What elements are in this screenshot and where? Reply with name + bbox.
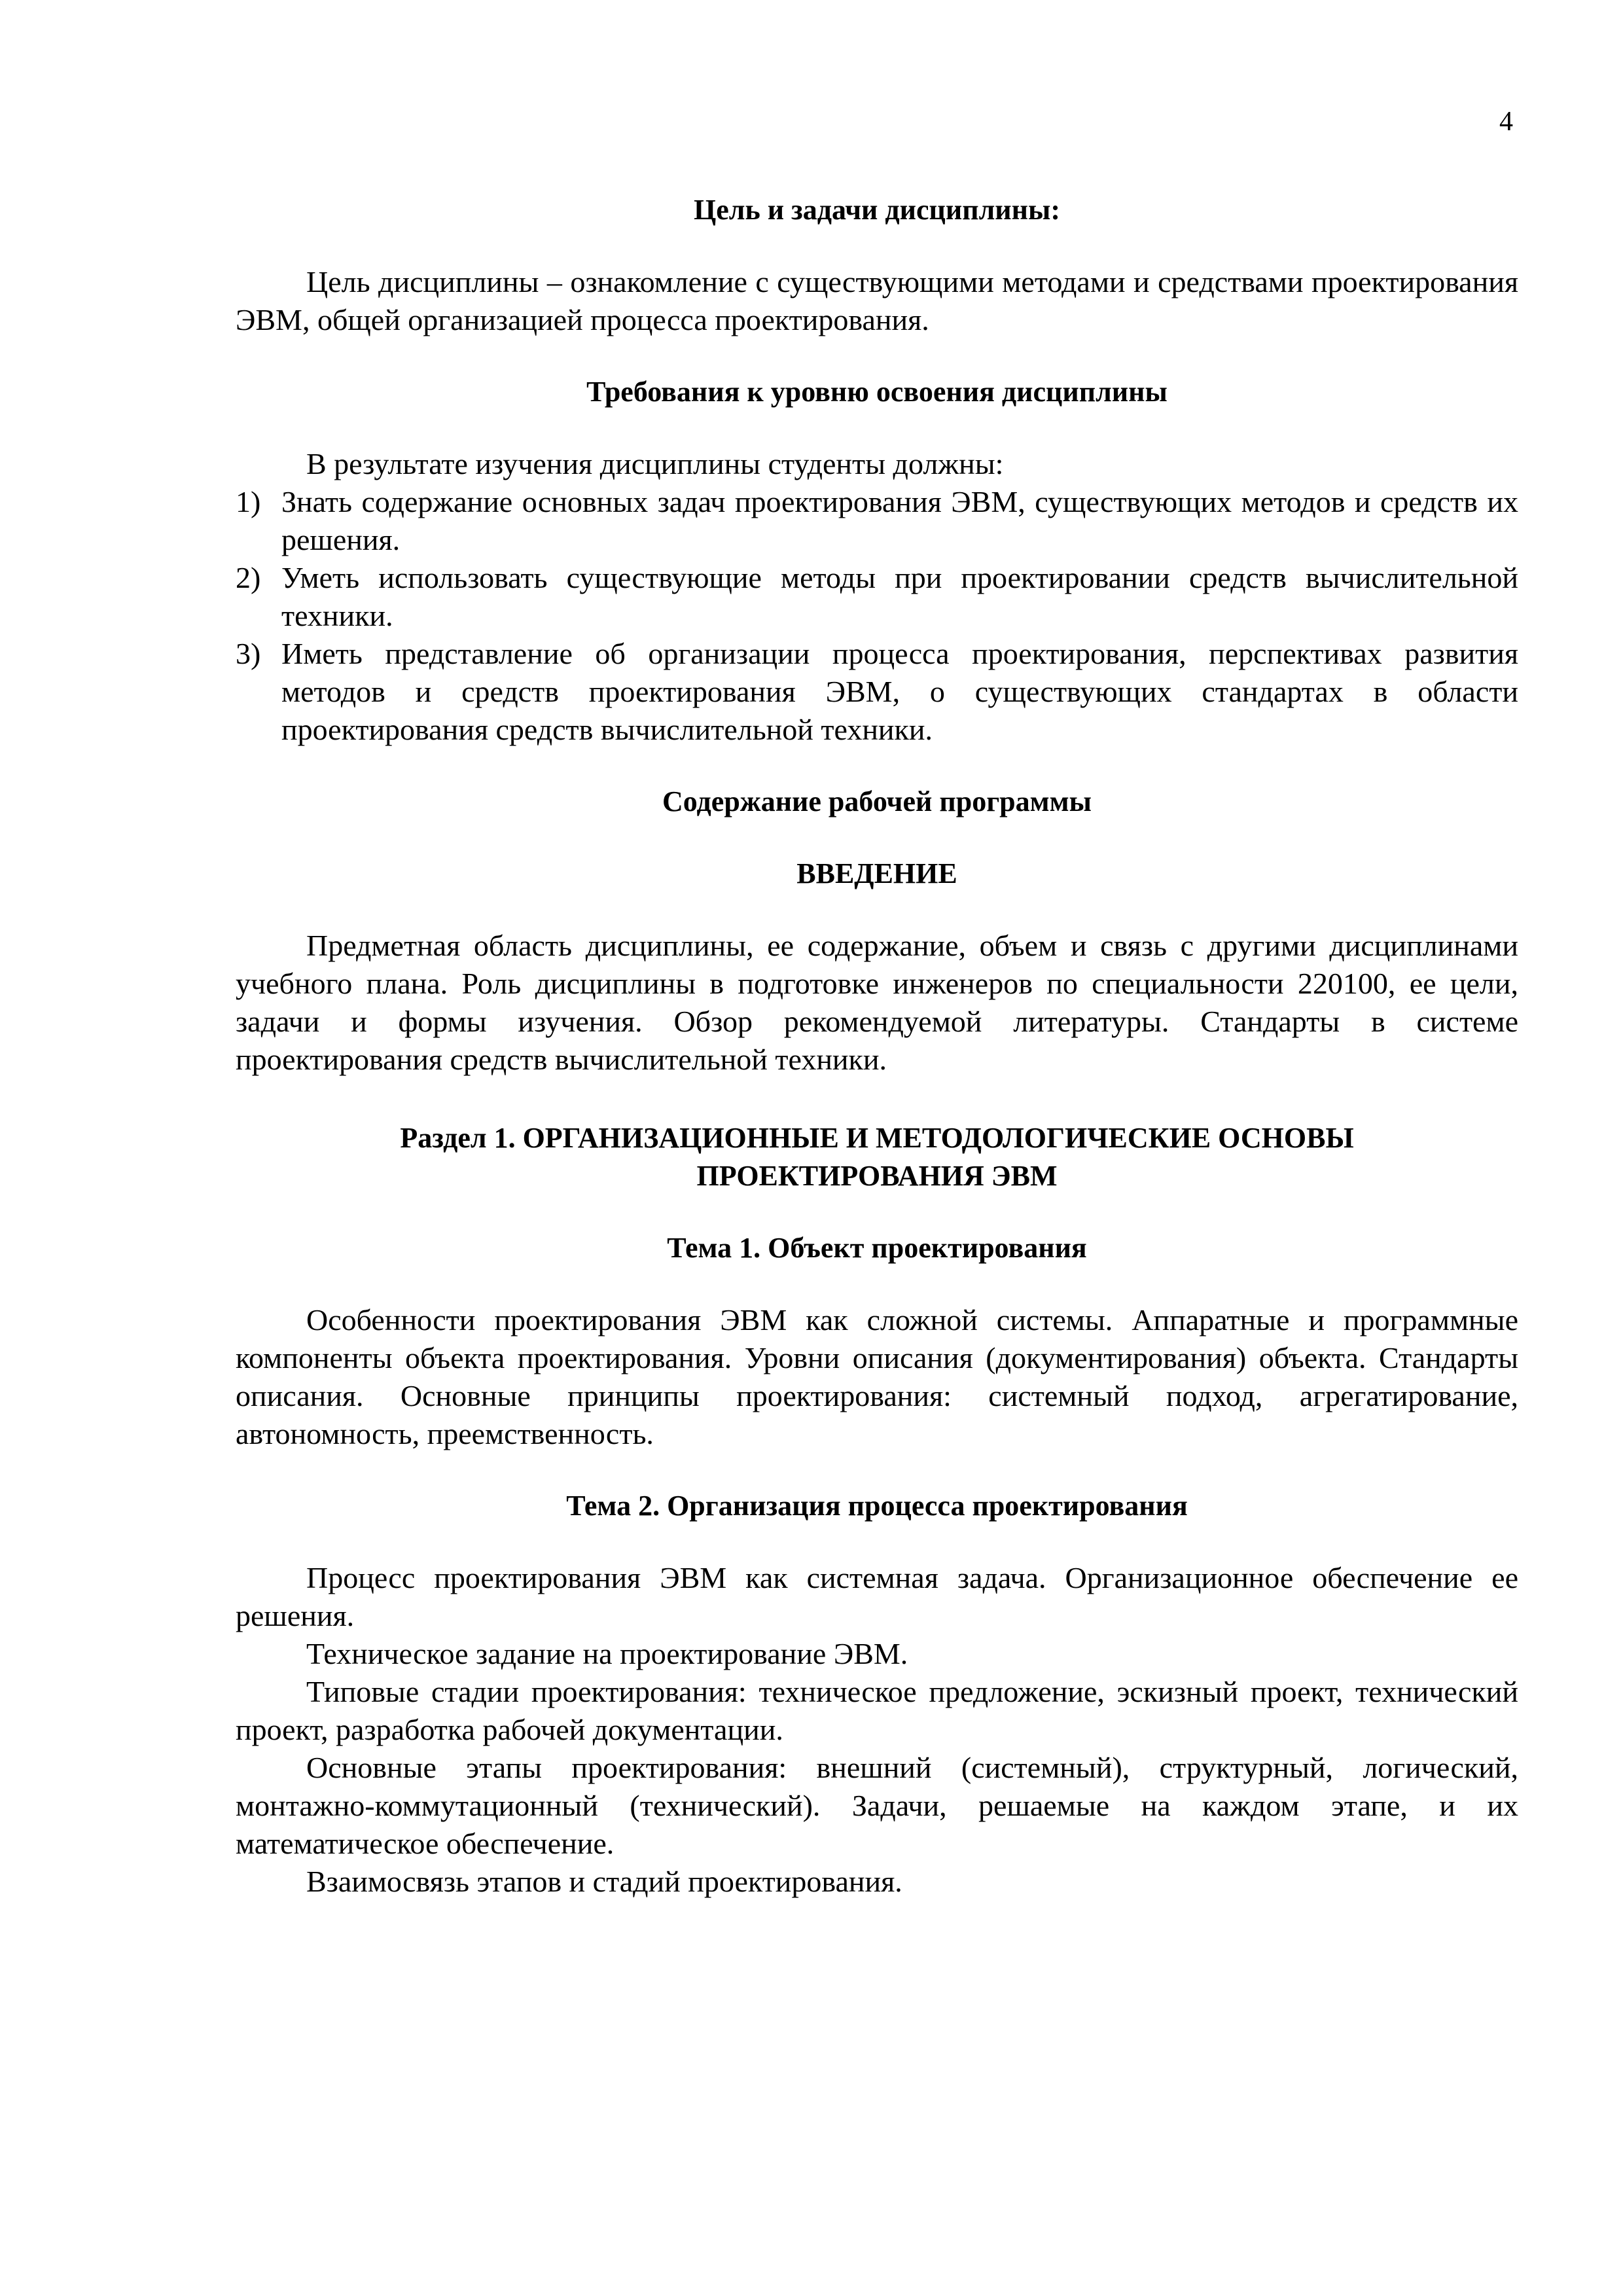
- list-item-number: 2): [236, 561, 261, 594]
- intro-heading: ВВЕДЕНИЕ: [796, 857, 957, 889]
- goals-heading: Цель и задачи дисциплины:: [694, 194, 1060, 226]
- requirements-intro: В результате изучения дисциплины студенты должны:: [306, 447, 1004, 480]
- topic1-paragraph: Особенности проектирования ЭВМ как сложной системы. Аппаратные и программные компоненты объекта проектирования. Уровни описания (документирования) объекта. Стандарты описания. Основные принципы проектирования: системный подход, агрегатирование, автономность, преемственность.: [236, 1303, 1518, 1450]
- section1-heading-line2: ПРОЕКТИРОВАНИЯ ЭВМ: [696, 1160, 1058, 1192]
- intro-paragraph: Предметная область дисциплины, ее содержание, объем и связь с другими дисциплинами учебного плана. Роль дисциплины в подготовке инженеров по специальности 220100, ее цели, задачи и формы изучения. Обзор рекомендуемой литературы. Стандарты в системе проектирования средств вычислительной техники.: [236, 929, 1518, 1076]
- list-item-number: 3): [236, 637, 261, 670]
- program-heading: Содержание рабочей программы: [662, 785, 1092, 817]
- document-content: [236, 191, 1518, 1901]
- topic2-heading: Тема 2. Организация процесса проектирования: [566, 1490, 1188, 1522]
- list-item-number: 1): [236, 485, 261, 518]
- list-item: [236, 635, 1518, 749]
- section1-heading-line1: Раздел 1. ОРГАНИЗАЦИОННЫЕ И МЕТОДОЛОГИЧЕСКИЕ ОСНОВЫ: [400, 1122, 1354, 1154]
- topic2-paragraph: Техническое задание на проектирование ЭВМ.: [306, 1637, 908, 1670]
- topic2-paragraph: Основные этапы проектирования: внешний (системный), структурный, логический, монтажно-коммутационный (технический). Задачи, решаемые на каждом этапе, и их математическое обеспечение.: [236, 1751, 1518, 1860]
- requirements-list: [236, 483, 1518, 749]
- list-item: [236, 483, 1518, 559]
- list-item: [236, 559, 1518, 635]
- list-item-text: Иметь представление об организации процесса проектирования, перспективах развития методов и средств проектирования ЭВМ, о существующих стандартах в области проектирования средств вычислительной техники.: [281, 637, 1518, 746]
- topic2-paragraph: Процесс проектирования ЭВМ как системная задача. Организационное обеспечение ее решения.: [236, 1561, 1518, 1632]
- topic2-paragraph: Типовые стадии проектирования: техническое предложение, эскизный проект, технический проект, разработка рабочей документации.: [236, 1675, 1518, 1746]
- requirements-heading: Требования к уровню освоения дисциплины: [586, 376, 1168, 408]
- page-number: 4: [1499, 107, 1513, 137]
- list-item-text: Уметь использовать существующие методы при проектировании средств вычислительной техники.: [281, 561, 1518, 632]
- topic1-heading: Тема 1. Объект проектирования: [667, 1232, 1087, 1264]
- topic2-paragraph: Взаимосвязь этапов и стадий проектирования.: [306, 1865, 902, 1898]
- list-item-text: Знать содержание основных задач проектирования ЭВМ, существующих методов и средств их решения.: [281, 485, 1518, 556]
- goals-paragraph: Цель дисциплины – ознакомление с существующими методами и средствами проектирования ЭВМ, общей организацией процесса проектирования.: [236, 265, 1518, 336]
